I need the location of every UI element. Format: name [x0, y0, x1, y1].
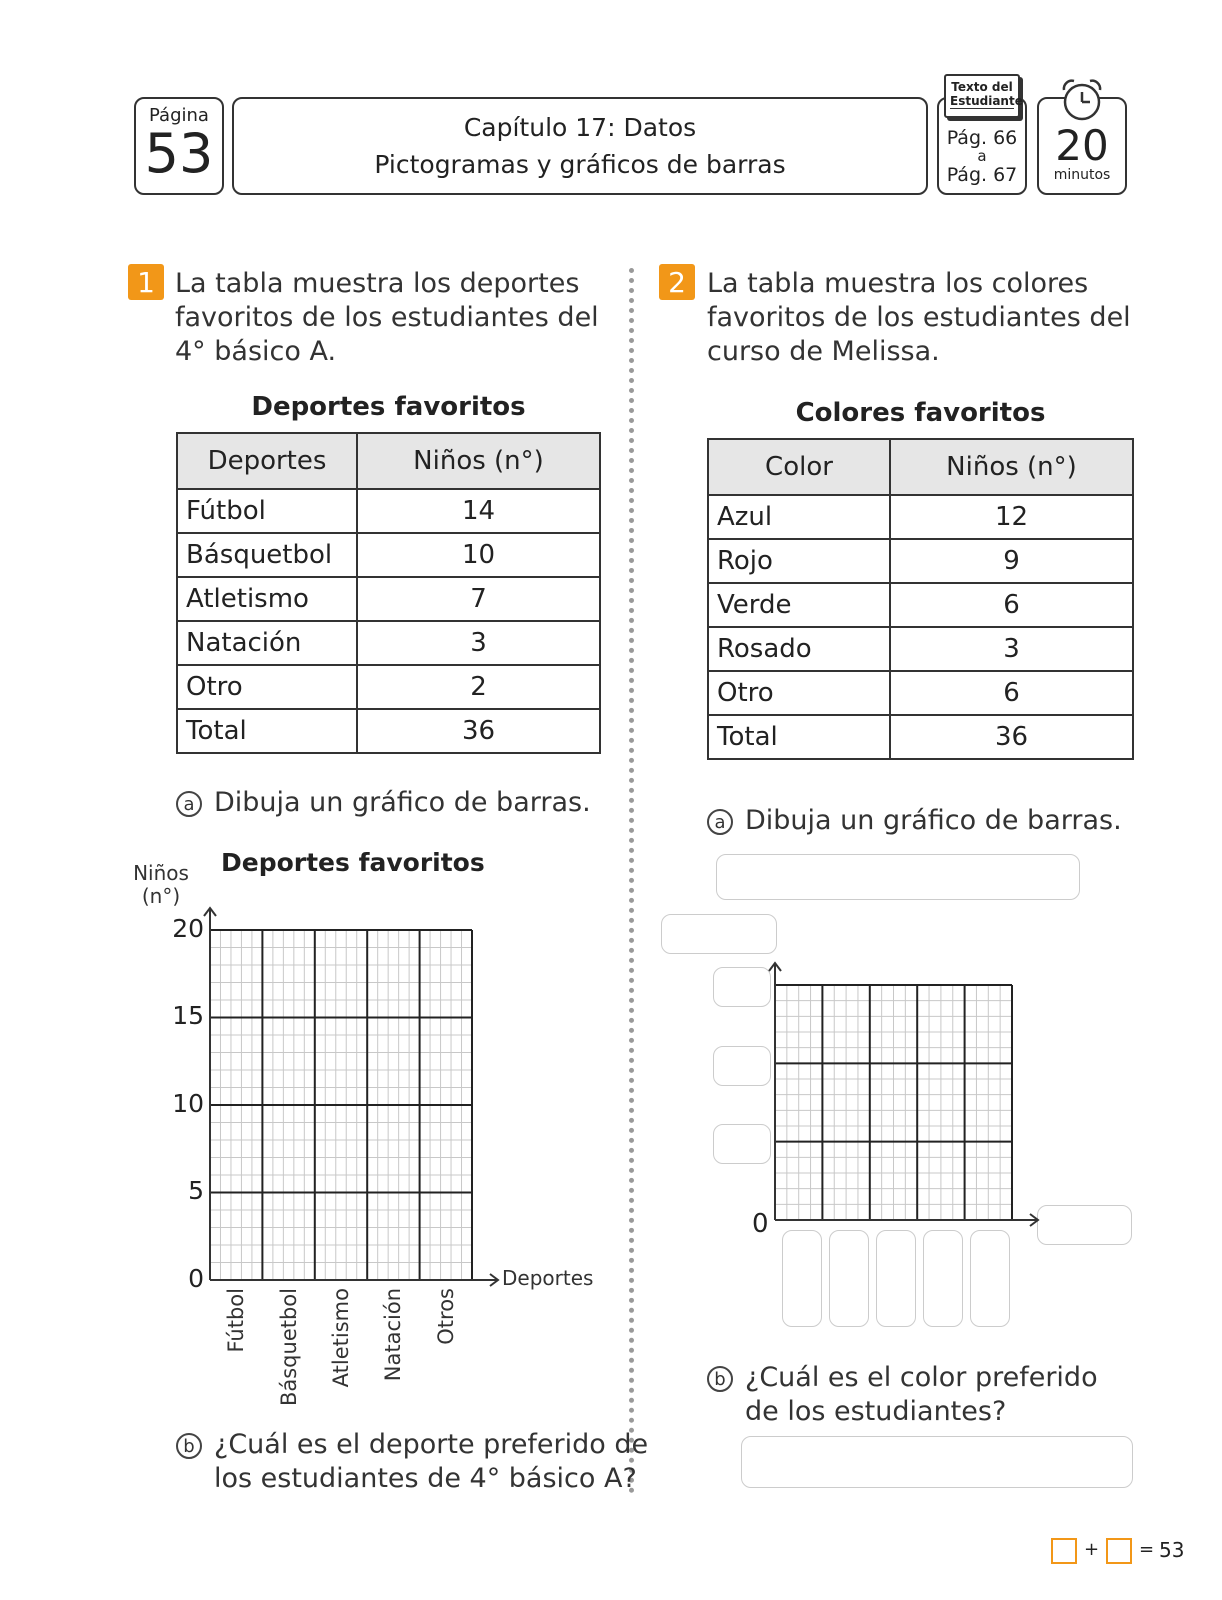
chapter-subtitle: Pictogramas y gráficos de barras — [374, 150, 786, 179]
row-label: Rosado — [708, 627, 890, 671]
x-category-label: Natación — [381, 1288, 406, 1382]
q1-y-label-2: (n°) — [141, 884, 181, 908]
row-value: 6 — [890, 583, 1133, 627]
q2-table — [707, 438, 1134, 760]
row-label: Total — [708, 715, 890, 759]
q1-b-letter: b — [176, 1433, 202, 1459]
time-value: 20 — [1055, 121, 1109, 170]
pages-from: Pág. 66 — [946, 127, 1018, 149]
table-row — [177, 577, 600, 621]
q1-table-title: Deportes favoritos — [251, 392, 526, 422]
q1-text-line3: 4° básico A. — [175, 336, 337, 367]
score-box-2[interactable] — [1106, 1538, 1132, 1564]
chapter-box — [232, 97, 928, 195]
book-label-1: Texto del — [951, 80, 1013, 94]
y-tick-label: 5 — [188, 1176, 204, 1205]
q2-part-a — [707, 804, 1122, 838]
q2-b-letter: b — [707, 1366, 733, 1392]
q2-number: 2 — [659, 264, 695, 300]
row-label: Azul — [708, 495, 890, 539]
q2-zero-label: 0 — [752, 1209, 769, 1239]
q2-text-line1: La tabla muestra los colores — [707, 268, 1089, 299]
table-row — [177, 533, 600, 577]
table-row — [708, 583, 1133, 627]
q1-b-line2: los estudiantes de 4° básico A? — [214, 1463, 637, 1494]
pages-a: a — [977, 147, 987, 165]
q1-table-header — [177, 433, 600, 489]
table-row — [708, 539, 1133, 583]
table-row — [177, 665, 600, 709]
q2-x-category-input[interactable] — [829, 1230, 869, 1327]
page-label: Página — [149, 105, 209, 126]
q2-chart-grid[interactable] — [760, 945, 1040, 1235]
footer-equals: = — [1139, 1539, 1155, 1560]
q1-number: 1 — [128, 264, 164, 300]
x-category-label: Otros — [433, 1288, 458, 1345]
row-value: 3 — [890, 627, 1133, 671]
q1-text-line1: La tabla muestra los deportes — [175, 268, 580, 299]
q1-a-text: Dibuja un gráfico de barras. — [214, 787, 591, 818]
q1-text-line2: favoritos de los estudiantes del — [175, 302, 599, 333]
row-value: 3 — [357, 621, 600, 665]
q2-text-line2: favoritos de los estudiantes del — [707, 302, 1131, 333]
row-value: 36 — [357, 709, 600, 753]
q1-b-line1: ¿Cuál es el deporte preferido de — [214, 1429, 649, 1460]
row-value: 7 — [357, 577, 600, 621]
row-value: 9 — [890, 539, 1133, 583]
q1-chart-title: Deportes favoritos — [221, 848, 485, 877]
q2-table-title: Colores favoritos — [795, 398, 1046, 428]
table-row — [177, 709, 600, 753]
row-label: Básquetbol — [177, 533, 357, 577]
book-icon — [944, 74, 1023, 118]
q2-x-category-input[interactable] — [970, 1230, 1010, 1327]
q1-part-a — [176, 786, 591, 820]
q1-part-b — [176, 1428, 648, 1496]
q2-part-b — [707, 1361, 1098, 1429]
time-unit: minutos — [1053, 167, 1111, 183]
q1-a-letter: a — [176, 791, 202, 817]
clock-icon — [1056, 76, 1108, 124]
y-tick-label: 0 — [188, 1264, 204, 1293]
q2-a-text: Dibuja un gráfico de barras. — [745, 805, 1122, 836]
y-tick-label: 10 — [172, 1089, 204, 1118]
x-category-label: Atletismo — [329, 1288, 353, 1388]
q2-text-line3: curso de Melissa. — [707, 336, 940, 367]
book-label-2: Estudiante — [950, 94, 1023, 108]
q2-x-category-input[interactable] — [923, 1230, 963, 1327]
row-label: Rojo — [708, 539, 890, 583]
row-label: Fútbol — [177, 489, 357, 533]
table-row — [177, 489, 600, 533]
page-number: 53 — [144, 122, 214, 185]
row-value: 12 — [890, 495, 1133, 539]
row-label: Otro — [708, 671, 890, 715]
q2-chart-title-input[interactable] — [716, 854, 1080, 900]
row-label: Otro — [177, 665, 357, 709]
table-row — [708, 715, 1133, 759]
table-row — [708, 627, 1133, 671]
q1-x-label: Deportes — [502, 1266, 594, 1290]
row-value: 36 — [890, 715, 1133, 759]
q2-b-line1: ¿Cuál es el color preferido — [745, 1362, 1098, 1393]
q1-y-label-1: Niños — [133, 861, 189, 885]
row-label: Total — [177, 709, 357, 753]
q1-table — [176, 432, 601, 754]
y-tick-label: 15 — [172, 1001, 204, 1030]
row-value: 2 — [357, 665, 600, 709]
score-box-1[interactable] — [1051, 1538, 1077, 1564]
q2-col2-header: Niños (n°) — [890, 439, 1133, 495]
row-value: 6 — [890, 671, 1133, 715]
row-value: 10 — [357, 533, 600, 577]
footer-total: 53 — [1159, 1538, 1185, 1562]
table-row — [708, 671, 1133, 715]
q1-col2-header: Niños (n°) — [357, 433, 600, 489]
chapter-title: Capítulo 17: Datos — [463, 113, 697, 142]
q2-text — [707, 267, 1131, 369]
table-row — [177, 621, 600, 665]
q2-answer-input[interactable] — [741, 1436, 1133, 1488]
q2-x-category-input[interactable] — [876, 1230, 916, 1327]
x-category-label: Fútbol — [224, 1288, 249, 1353]
q2-b-line2: de los estudiantes? — [745, 1396, 1007, 1427]
footer-plus: + — [1084, 1539, 1100, 1560]
row-label: Natación — [177, 621, 357, 665]
row-value: 14 — [357, 489, 600, 533]
q2-table-header — [708, 439, 1133, 495]
q2-col1-header: Color — [708, 439, 890, 495]
pages-to: Pág. 67 — [946, 164, 1018, 186]
q2-a-letter: a — [707, 809, 733, 835]
q2-x-category-input[interactable] — [782, 1230, 822, 1327]
q1-text — [175, 267, 599, 369]
column-divider — [629, 268, 634, 1494]
q1-col1-header: Deportes — [177, 433, 357, 489]
row-label: Verde — [708, 583, 890, 627]
page-number-box — [134, 97, 224, 195]
q2-x-label-input[interactable] — [1037, 1205, 1132, 1245]
row-label: Atletismo — [177, 577, 357, 621]
x-category-label: Básquetbol — [276, 1288, 301, 1407]
table-row — [708, 495, 1133, 539]
y-tick-label: 20 — [172, 914, 204, 943]
